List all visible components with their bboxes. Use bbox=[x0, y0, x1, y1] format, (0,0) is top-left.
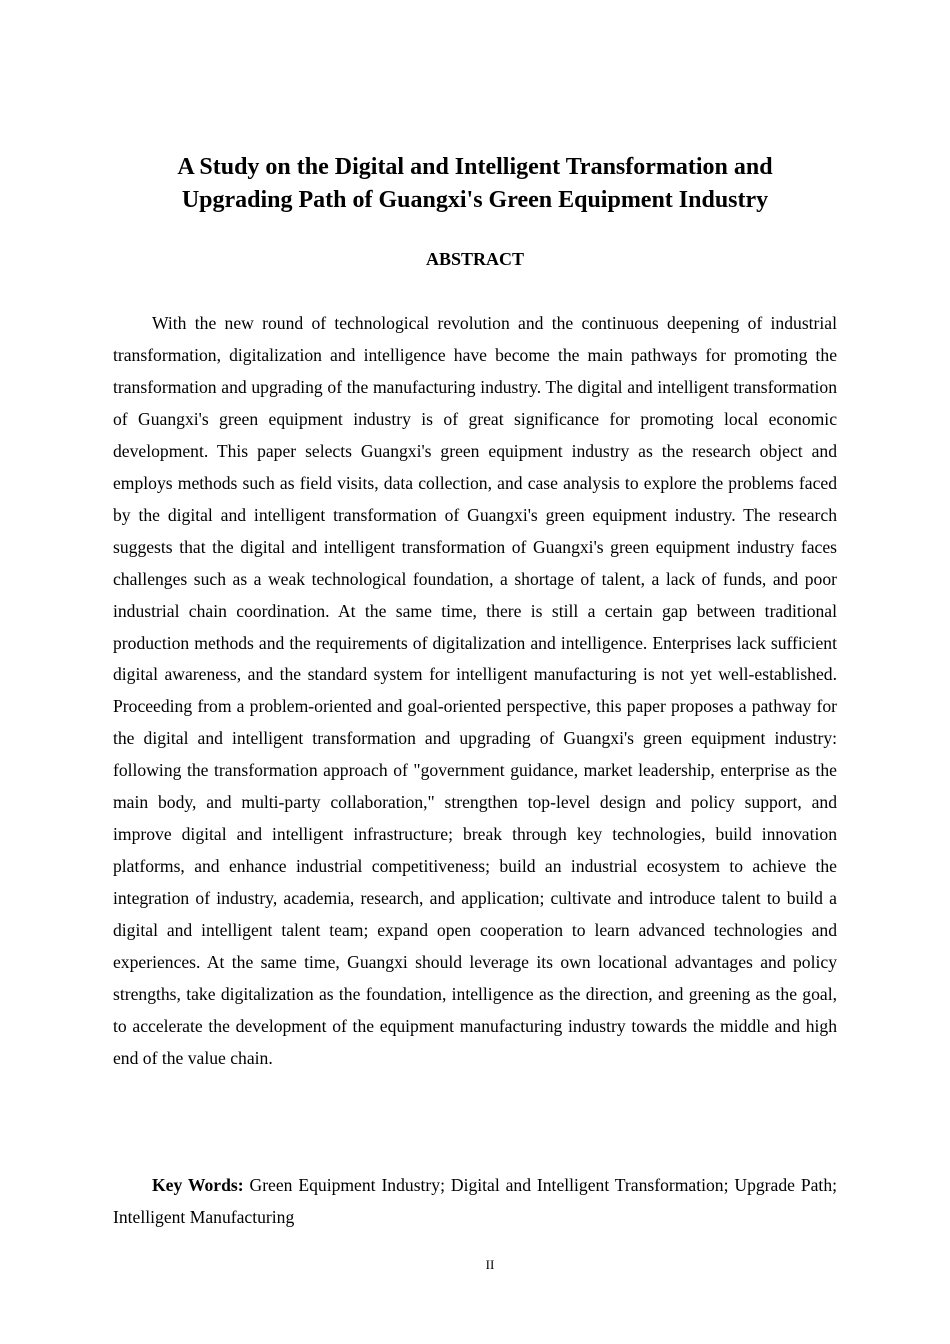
keywords-paragraph bbox=[113, 1170, 837, 1234]
paper-title-line-1: A Study on the Digital and Intelligent Transformation and bbox=[177, 154, 773, 180]
keywords-list: Green Equipment Industry; Digital and Intelligent Transformation; Upgrade Path; Intelligent Manufacturing bbox=[113, 1175, 837, 1227]
paper-title bbox=[0, 151, 950, 217]
abstract-body: With the new round of technological revolution and the continuous deepening of industrial transformation, digitalization and intelligence have become the main pathways for promoting the transformation and upgrading of the manufacturing industry. The digital and intelligent transformation of Guangxi's green equipment industry is of great significance for promoting local economic development. This paper selects Guangxi's green equipment industry as the research object and employs methods such as field visits, data collection, and case analysis to explore the problems faced by the digital and intelligent transformation of Guangxi's green equipment industry. The research suggests that the digital and intelligent transformation of Guangxi's green equipment industry faces challenges such as a weak technological foundation, a shortage of talent, a lack of funds, and poor industrial chain coordination. At the same time, there is still a certain gap between traditional production methods and the requirements of digitalization and intelligence. Enterprises lack sufficient digital awareness, and the standard system for intelligent manufacturing is not yet well-established. Proceeding from a problem-oriented and goal-oriented perspective, this paper proposes a pathway for the digital and intelligent transformation and upgrading of Guangxi's green equipment industry: following the transformation approach of "government guidance, market leadership, enterprise as the main body, and multi-party collaboration," strengthen top-level design and policy support, and improve digital and intelligent infrastructure; break through key technologies, build innovation platforms, and enhance industrial competitiveness; build an industrial ecosystem to achieve the integration of industry, academia, research, and application; cultivate and introduce talent to build a digital and intelligent talent team; expand open cooperation to learn advanced technologies and experiences. At the same time, Guangxi should leverage its own locational advantages and policy strengths, take digitalization as the foundation, intelligence as the direction, and greening as the goal, to accelerate the development of the equipment manufacturing industry towards the middle and high end of the value chain. bbox=[113, 313, 837, 1068]
abstract-heading: ABSTRACT bbox=[425, 249, 525, 269]
keywords-label: Key Words: bbox=[152, 1175, 244, 1195]
page-number: II bbox=[485, 1257, 495, 1272]
paper-title-line-2: Upgrading Path of Guangxi's Green Equipment Industry bbox=[181, 187, 769, 213]
